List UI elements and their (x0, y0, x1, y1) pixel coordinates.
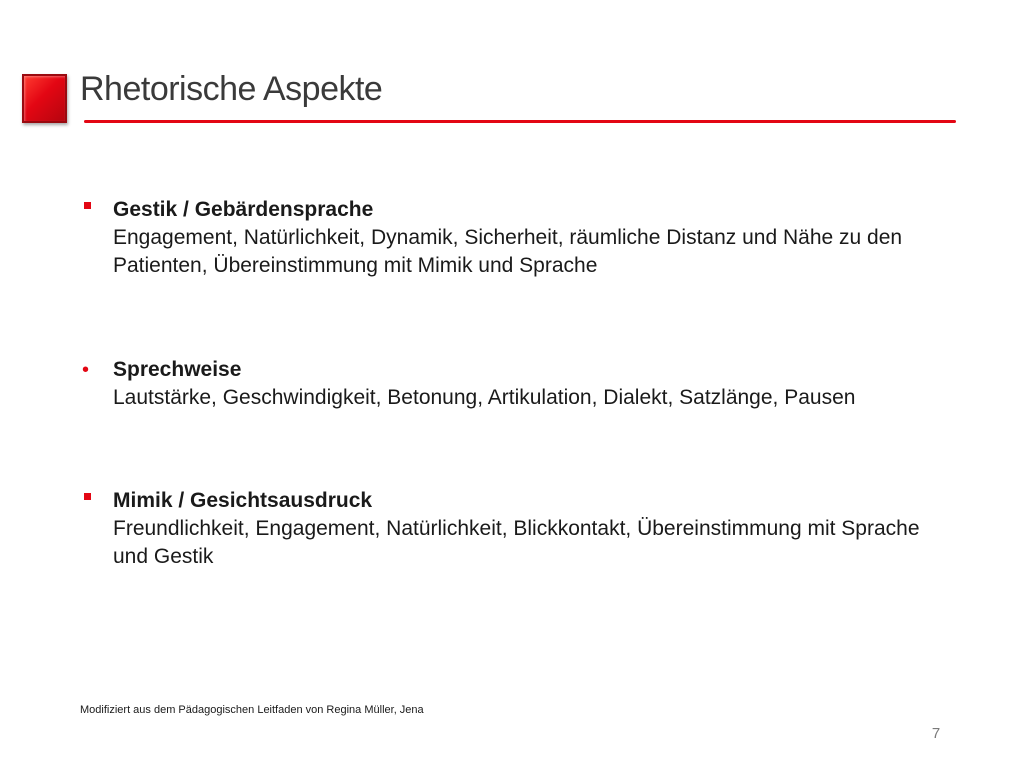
title-square-icon (22, 74, 67, 123)
bullet-heading: Sprechweise (113, 358, 242, 381)
bullet-dot-icon: • (82, 359, 90, 381)
page-number: 7 (931, 725, 941, 742)
slide-title: Rhetorische Aspekte (80, 70, 383, 108)
bullet-body (113, 487, 953, 571)
bullet-text: Lautstärke, Geschwindigkeit, Betonung, Artikulation, Dialekt, Satzlänge, Pausen (113, 386, 856, 409)
title-divider (84, 120, 956, 123)
bullet-heading: Mimik / Gesichtsausdruck (113, 489, 373, 512)
bullet-heading: Gestik / Gebärdensprache (113, 198, 374, 221)
bullet-text: Engagement, Natürlichkeit, Dynamik, Sicherheit, räumliche Distanz und Nähe zu den Patienten, Übereinstimmung mit Mimik und Sprache (113, 226, 903, 277)
bullet-text: Freundlichkeit, Engagement, Natürlichkeit, Blickkontakt, Übereinstimmung mit Sprache und Gestik (113, 517, 920, 568)
footnote: Modifiziert aus dem Pädagogischen Leitfaden von Regina Müller, Jena (80, 704, 424, 716)
bullet-body (113, 196, 953, 280)
bullet-body (113, 356, 953, 412)
